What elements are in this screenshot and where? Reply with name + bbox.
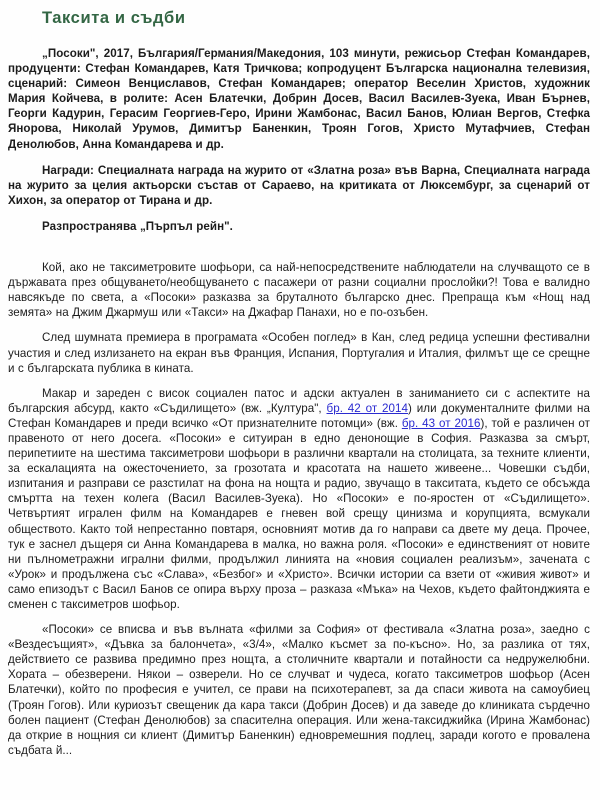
reference-link-kultura-42-2014[interactable]: бр. 42 от 2014	[326, 401, 409, 415]
paragraph-review-3-text-a: Макар и зареден с висок социален патос и адски актуален в заниманието си с аспектите на българския абсурд, както «Съдилището» (вж. „Култура",	[8, 386, 590, 415]
page-title: Такситa и съдби	[42, 9, 186, 27]
article-body	[8, 28, 590, 758]
paragraph-review-2: След шумната премиера в програмата «Особен поглед» в Кан, след редица успешни фестивални участия и след излизането на екран във Франция, Испания, Португалия и Италия, филмът ще се срещне и с българската публика в кината.	[8, 331, 590, 375]
paragraph-review-4: «Посоки» се вписва и във вълната «филми за София» от фестивала «Златна роза», заедно с «Вездесъщият», «Дъвка за балончета», «3/4», «Малко късмет за по-късно». Но, за разлика от тях, действието се развива предимно през нощта, а столичните квартали и потайности са недружелюбни. Хората – обезверени. Някои – озверели. Но се случват и чудеса, когато таксиметров шофьор (Асен Блатечки), който по професия е учител, се прави на психотерапевт, за да спаси живота на самоубиец (Троян Гогов). Или куриозът свещеник да кара такси (Добрин Досев) и да заведе до клиниката сърдечно болен пациент (Стефан Денолюбов) за спасителна операция. Или жена-таксиджийка (Ирина Жамбонас) да открие в нощния си клиент (Димитър Баненкин) едновремешния подлец, заради когото е провалена съдбата й...	[8, 623, 590, 757]
reference-link-kultura-43-2016[interactable]: бр. 43 от 2016	[401, 416, 481, 430]
paragraph-distribution: Разпространява „Пърпъл рейн".	[42, 219, 233, 233]
paragraph-review-3	[8, 386, 590, 612]
paragraph-awards: Награди: Специалната награда на журито от «Златна роза» във Варна, Специалната награда на журито за целия актьорски състав от Сараево, на критиката от Люксембург, за сценарий от Хихон, за оператор от Тирана и др.	[8, 163, 590, 207]
paragraph-review-1: Кой, ако не таксиметровите шофьори, са най-непосредствените наблюдатели на случващото се в държавата през общуването/необщуването с пасажери от разни социални прослойки?! Това е валидно навсякъде по света, а «Посоки» разказва за бруталното българско днес. Препраща към «Нощ над земята» на Джим Джармуш или «Такси» на Джафар Панахи, но е по-озъбен.	[8, 261, 590, 320]
paragraph-review-3-text-c: ), той е различен от правеното от него досега. «Посоки» е ситуиран в едно денонощие в София. Разказва за смърт, перипетиите на шестима таксиметрови шофьори в различни квартали на столицата, за техните клиенти, за ескалацията на ожесточението, за грозотата и красотата на нашето живеене... Човешки съдби, изпитания и разправи се разстилат на фона на нощта и радио, звучащо в такситата, където се обсъжда смъртта на техен колега (Васил Василев-Зуека). Но «Посоки» е по-яростен от «Съдилището». Четвъртият игрален филм на Командарев е гневен вой срещу цинизма и корупцията, всмукали обществото. Както той непрестанно повтаря, основният мотив да го направи са двете му деца. Прочее, тук е заснел дъщеря си Анна Командарева в малка, но важна роля. «Посоки» е единственият от новите ни пълнометражни игрални филми, продължил линията на «новия социален реализъм», зачената с «Урок» и продължена със «Слава», «Безбог» и «Христо». Всички истории са взети от «живия живот» и само епизодът с Васил Банов се опира върху проза – разказа «Мъка» на Чехов, където файтонджията е сменен с таксиметров шофьор.	[8, 416, 590, 611]
paragraph-review-3-text-b: ) или документалните филми на Стефан Командарев и преди всичко «От признателните потомци» (вж.	[8, 401, 591, 430]
paragraph-film-credits: „Посоки", 2017, България/Германия/Македония, 103 минути, режисьор Стефан Командарев, продуценти: Стефан Командарев, Катя Тричкова; копродуцент Българска национална телевизия, сценарий: Симеон Венциславов, Стефан Командарев; оператор Веселин Христов, художник Мария Койчева, в ролите: Асен Блатечки, Добрин Досев, Васил Василев-Зуека, Иван Бърнев, Георги Кадурин, Герасим Георгиев-Геро, Ирини Жамбонас, Васил Банов, Юлиан Вергов, Стефка Янорова, Николай Урумов, Димитър Баненкин, Троян Гогов, Христо Мутафчиев, Стефан Денолюбов, Анна Командарева и др.	[8, 47, 590, 151]
